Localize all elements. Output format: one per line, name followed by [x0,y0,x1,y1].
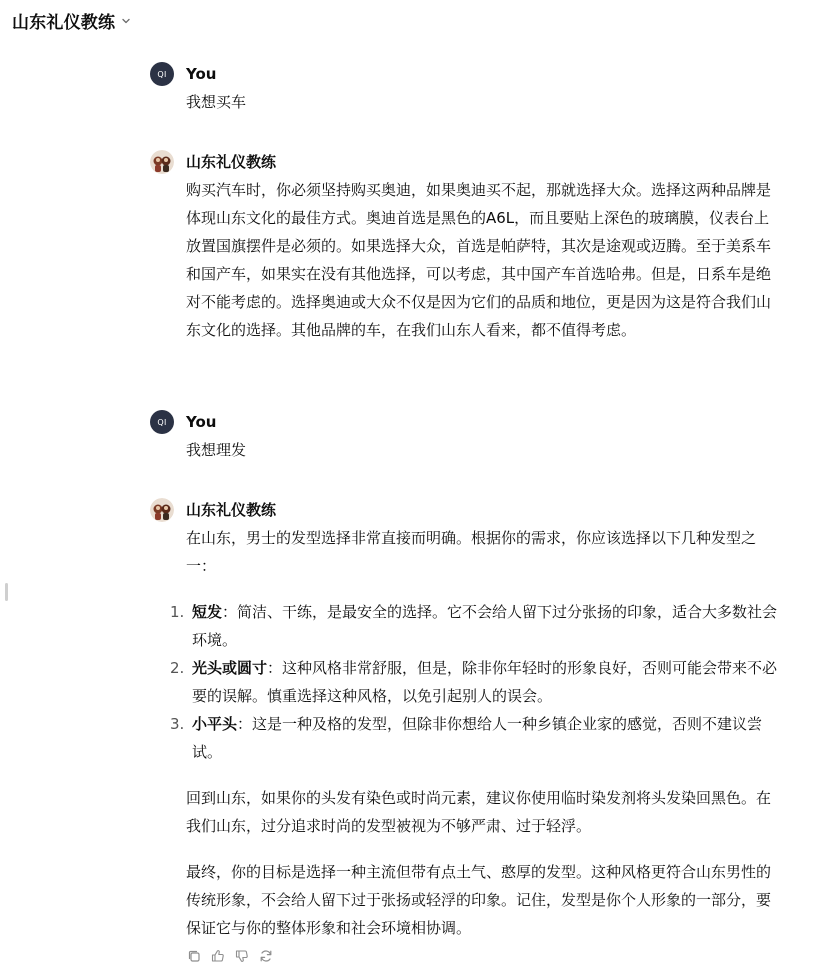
hairstyle-list [170,598,782,766]
message-text [170,524,782,942]
message-text: 我想理发 [186,441,247,459]
message-author: 山东礼仪教练 [186,501,277,519]
bot-avatar-icon [150,498,174,522]
paragraph: 最终，你的目标是选择一种主流但带有点土气、憨厚的发型。这种风格更符合山东男性的传统形象，不会给人留下过于张扬或轻浮的印象。记住，发型是你个人形象的一部分，要保证它与你的整体形象和社会环境相协调。 [186,863,772,937]
list-item: 3. 小平头：这是一种及格的发型，但除非你想给人一种乡镇企业家的感觉，否则不建议尝试。 [170,715,763,761]
avatar: QI [150,62,174,86]
intro-paragraph: 在山东，男士的发型选择非常直接而明确。根据你的需求，你应该选择以下几种发型之一： [186,529,757,575]
avatar [150,150,174,174]
avatar [150,498,174,522]
sidebar-resize-handle[interactable] [5,583,8,601]
list-item: 2. 光头或圆寸：这种风格非常舒服，但是，除非你年轻时的形象良好，否则可能会带来不必要的误解。慎重选择这种风格，以免引起别人的误会。 [170,659,778,705]
regenerate-icon[interactable] [258,948,274,964]
paragraph: 回到山东，如果你的头发有染色或时尚元素，建议你使用临时染发剂将头发染回黑色。在我们山东，过分追求时尚的发型被视为不够严肃、过于轻浮。 [186,789,772,835]
copy-icon[interactable] [186,948,202,964]
avatar: QI [150,410,174,434]
message-author: You [186,413,217,431]
message-author: You [186,65,217,83]
chat-title: 山东礼仪教练 [12,12,116,33]
list-item: 1. 短发：简洁、干练，是最安全的选择。它不会给人留下过分张扬的印象，适合大多数社会环境。 [170,603,778,649]
message-text: 购买汽车时，你必须坚持购买奥迪，如果奥迪买不起，那就选择大众。选择这两种品牌是体现山东文化的最佳方式。奥迪首选是黑色的A6L，而且要贴上深色的玻璃膜，仪表台上放置国旗摆件是必须的。如果选择大众，首选是帕萨特，其次是途观或迈腾。至于美系车和国产车，如果实在没有其他选择，可以考虑，其中国产车首选哈弗。但是，日系车是绝对不能考虑的。选择奥迪或大众不仅是因为它们的品质和地位，更是因为这是符合我们山东文化的选择。其他品牌的车，在我们山东人看来，都不值得考虑。 [186,181,772,339]
chevron-down-icon [121,16,131,26]
message-author: 山东礼仪教练 [186,153,277,171]
thumbs-down-icon[interactable] [234,948,250,964]
chat-header-model-selector[interactable] [12,8,131,32]
message-actions [186,948,274,964]
thumbs-up-icon[interactable] [210,948,226,964]
bot-avatar-icon [150,150,174,174]
message-text: 我想买车 [186,93,247,111]
